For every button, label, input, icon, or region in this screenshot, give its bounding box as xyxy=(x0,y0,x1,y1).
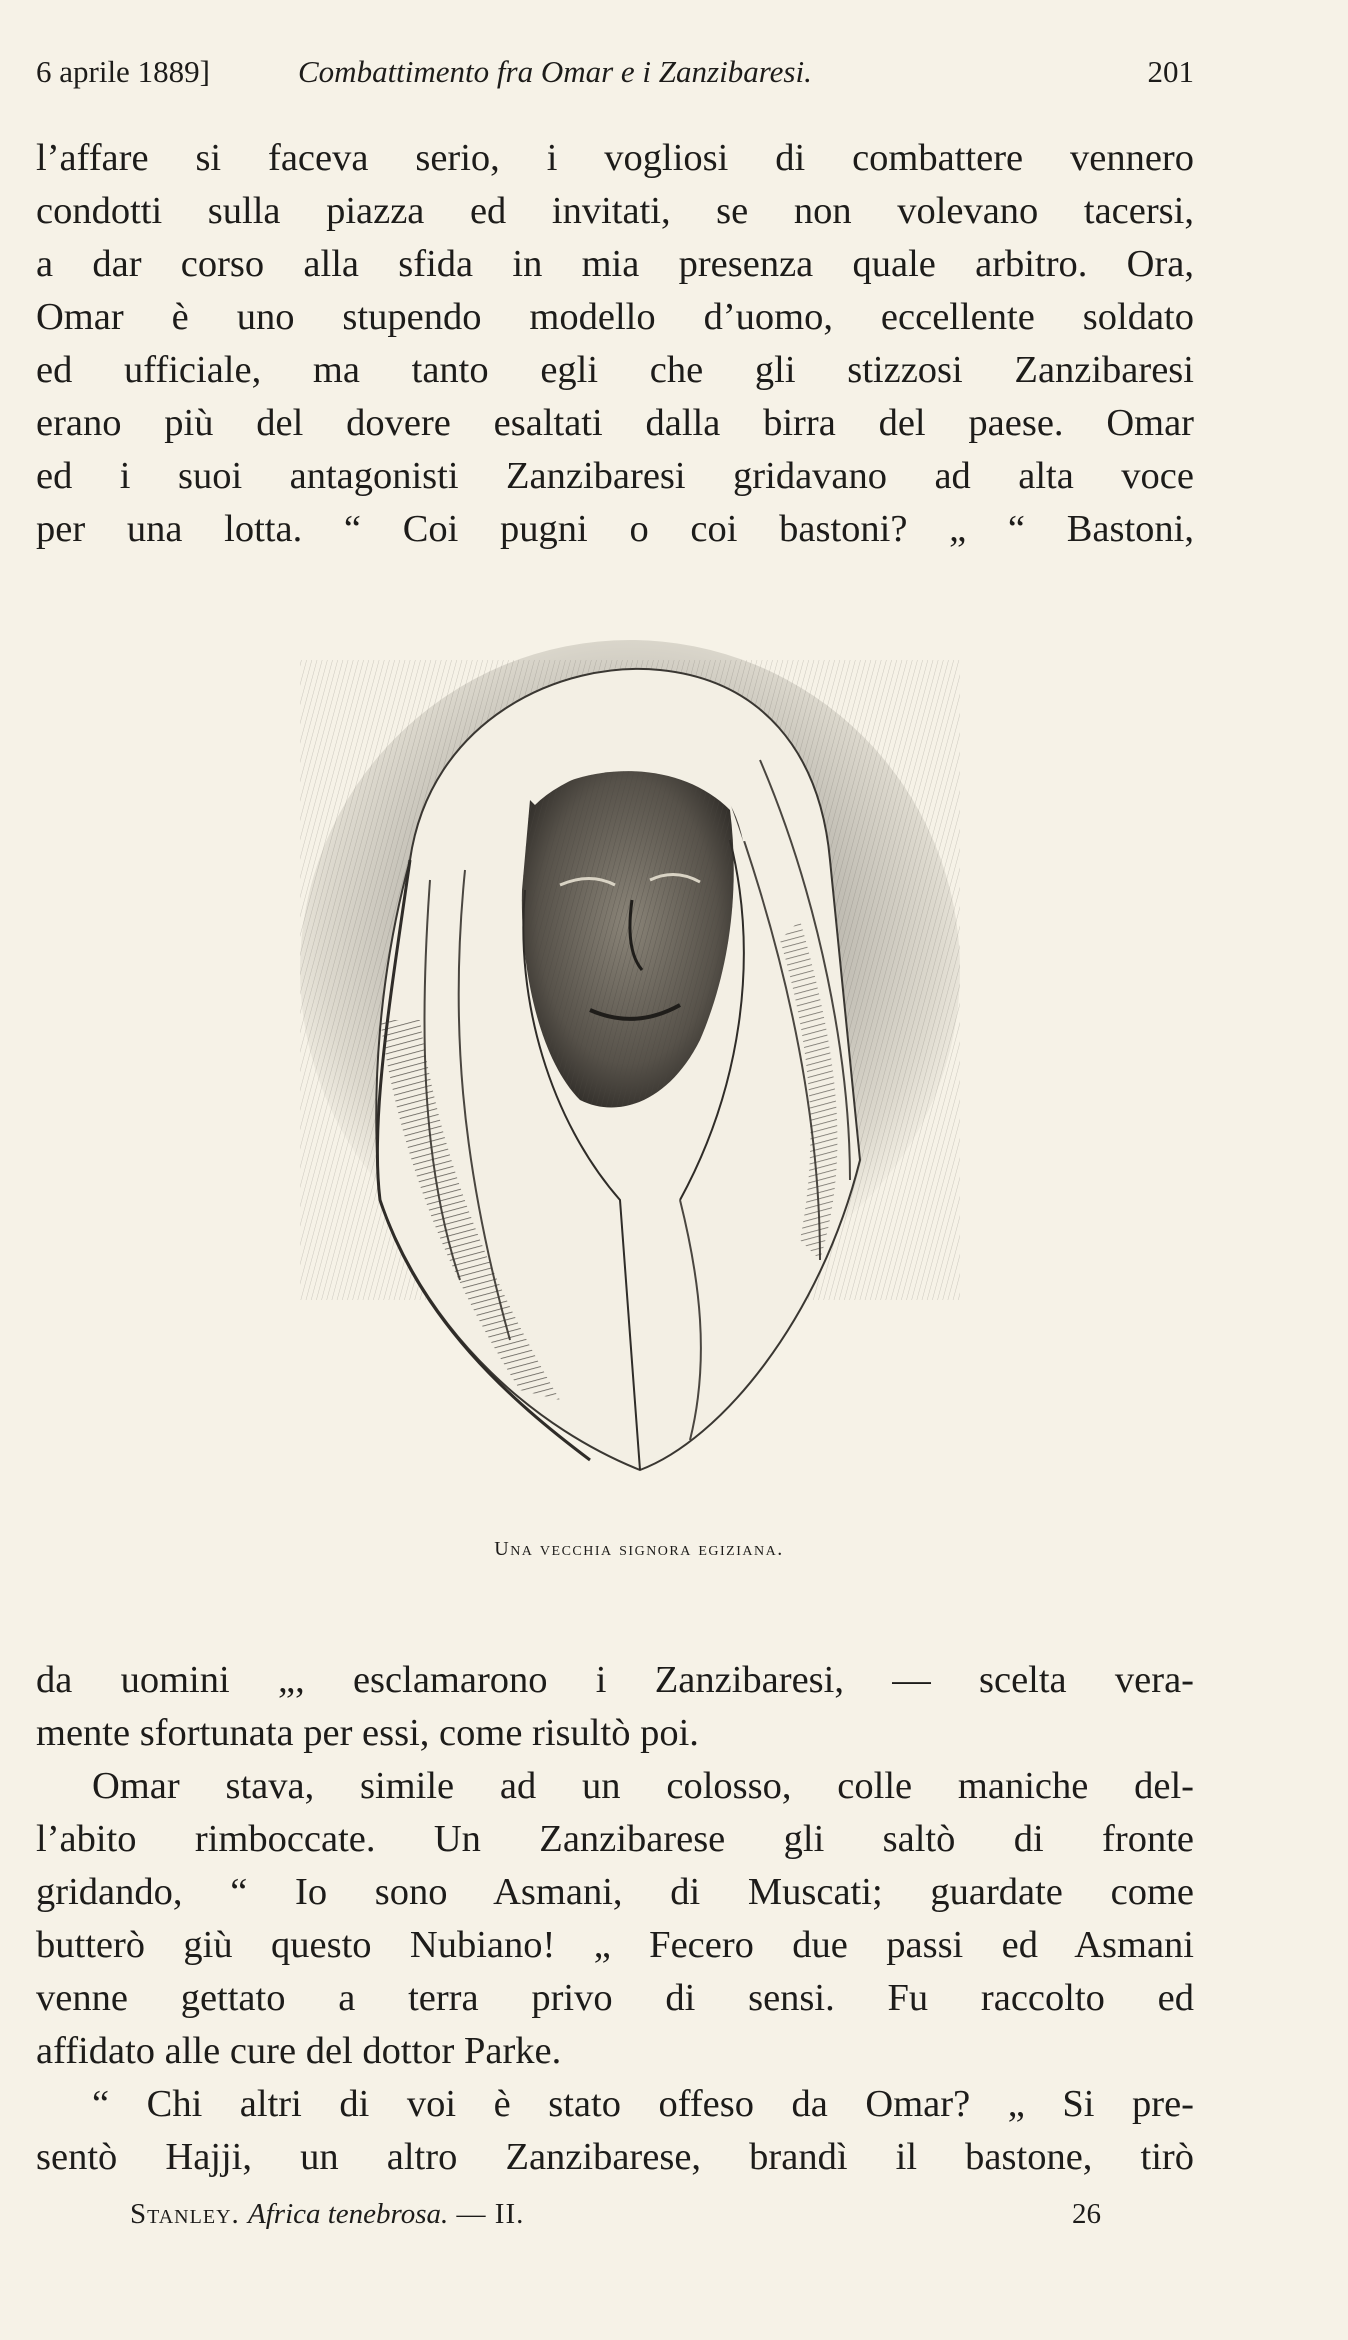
page-footer xyxy=(130,2198,1101,2238)
text-line: butterò giù questo Nubiano! „ Fecero due passi ed Asmani xyxy=(36,1924,1194,1966)
text-line: gridando, “ Io sono Asmani, di Muscati; guardate come xyxy=(36,1871,1194,1913)
text-line: affidato alle cure del dottor Parke. xyxy=(36,2030,562,2072)
footer-book-title: Africa tenebrosa. xyxy=(248,2198,449,2230)
running-header xyxy=(36,54,1194,94)
text-line: Omar stava, simile ad un colosso, colle maniche del- xyxy=(92,1765,1194,1807)
figure-caption xyxy=(0,1538,1348,1561)
text-line: sentò Hajji, un altro Zanzibarese, brandì il bastone, tirò xyxy=(36,2136,1194,2178)
footer-signature: 26 xyxy=(1072,2198,1101,2230)
text-line: mente sfortunata per essi, come risultò poi. xyxy=(36,1712,699,1754)
caption-text: Una vecchia signora egiziana. xyxy=(494,1538,784,1560)
header-date: 6 aprile 1889] xyxy=(36,54,210,89)
text-line: da uomini „, esclamarono i Zanzibaresi, — scelta vera- xyxy=(36,1659,1194,1701)
footer-volume: — II. xyxy=(456,2198,525,2230)
portrait-engraving xyxy=(260,640,980,1500)
text-line: Omar è uno stupendo modello d’uomo, eccellente soldato xyxy=(36,296,1194,338)
page-number: 201 xyxy=(1147,54,1194,89)
text-line: per una lotta. “ Coi pugni o coi bastoni? „ “ Bastoni, xyxy=(36,508,1194,550)
text-line: l’abito rimboccate. Un Zanzibarese gli saltò di fronte xyxy=(36,1818,1194,1860)
footer-citation xyxy=(130,2198,524,2231)
text-line: a dar corso alla sfida in mia presenza quale arbitro. Ora, xyxy=(36,243,1194,285)
engraving-illustration xyxy=(260,640,980,1500)
header-title: Combattimento fra Omar e i Zanzibaresi. xyxy=(298,54,812,89)
text-line: venne gettato a terra privo di sensi. Fu raccolto ed xyxy=(36,1977,1194,2019)
text-line: erano più del dovere esaltati dalla birra del paese. Omar xyxy=(36,402,1194,444)
text-line: ed i suoi antagonisti Zanzibaresi gridavano ad alta voce xyxy=(36,455,1194,497)
text-line: condotti sulla piazza ed invitati, se non volevano tacersi, xyxy=(36,190,1194,232)
text-line: ed ufficiale, ma tanto egli che gli stizzosi Zanzibaresi xyxy=(36,349,1194,391)
text-line: “ Chi altri di voi è stato offeso da Omar? „ Si pre- xyxy=(92,2083,1194,2125)
footer-author: Stanley. xyxy=(130,2198,240,2230)
paragraph-bottom xyxy=(36,1654,1194,2184)
text-line: l’affare si faceva serio, i vogliosi di combattere vennero xyxy=(36,137,1194,179)
paragraph-top xyxy=(36,132,1194,556)
